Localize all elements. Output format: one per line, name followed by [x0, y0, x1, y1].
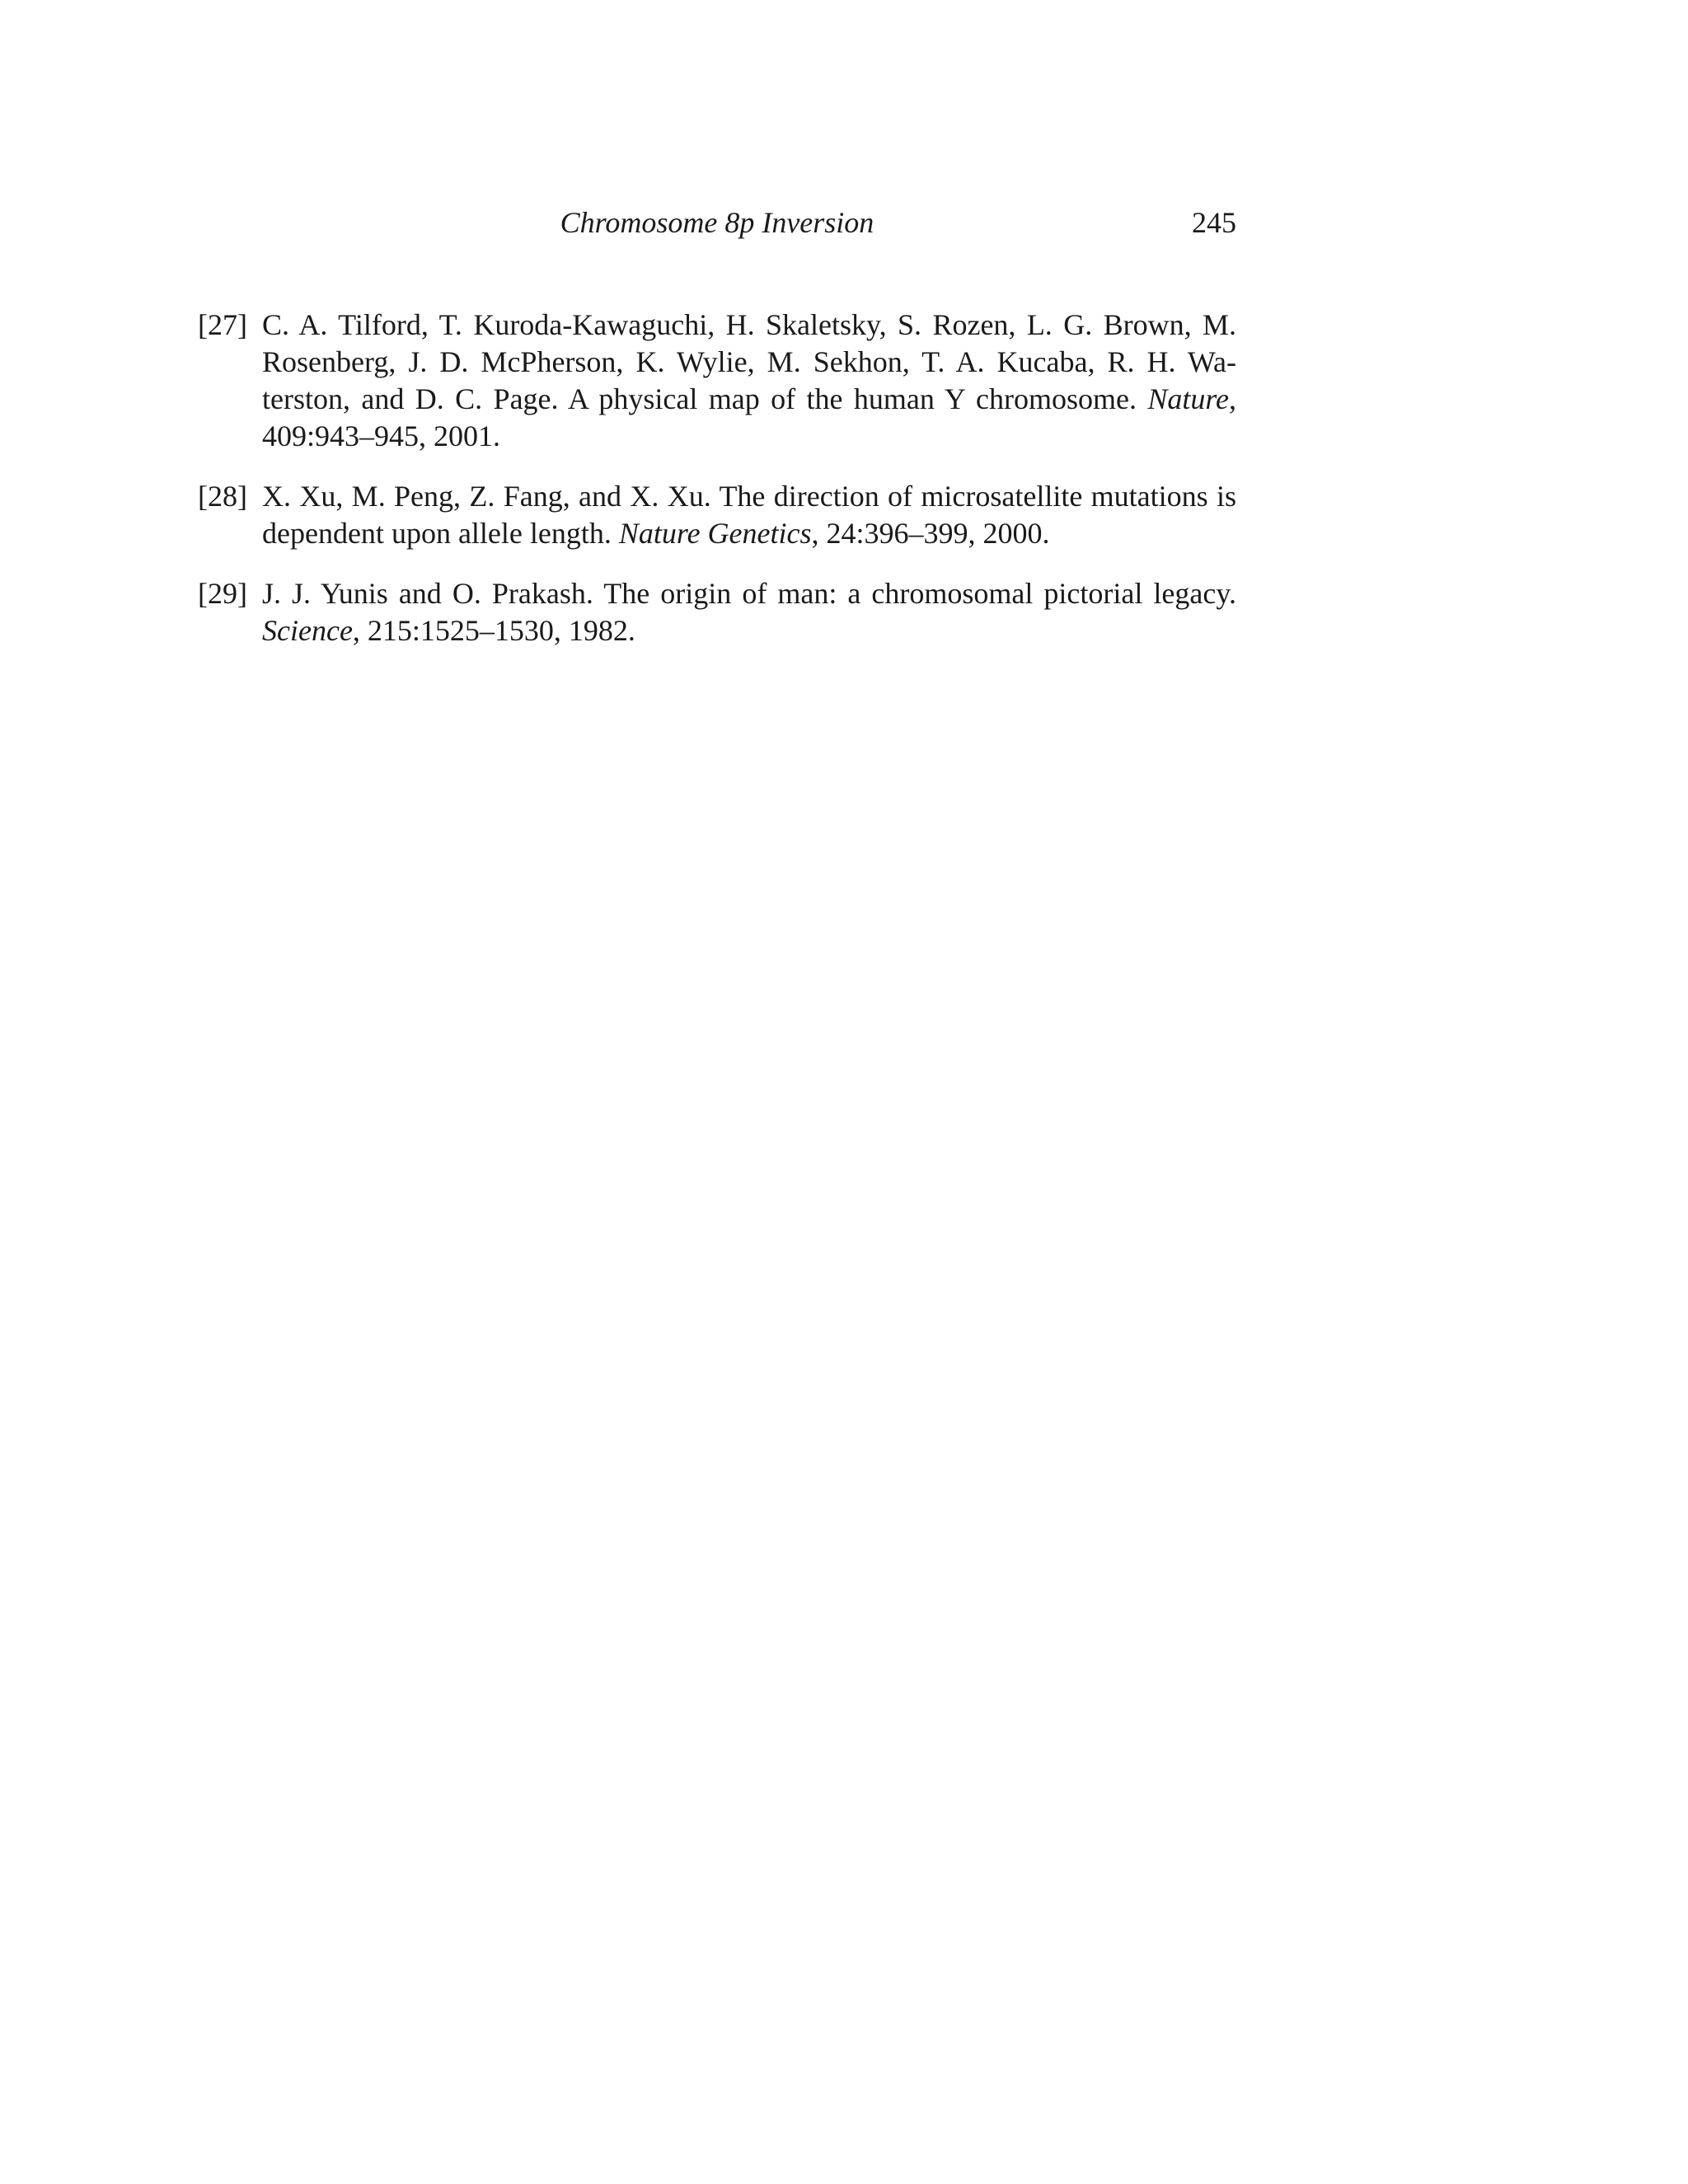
- reference-details: , 24:396–399, 2000.: [811, 517, 1050, 550]
- reference-journal: Nature Genetics: [618, 517, 812, 550]
- reference-title: A physical map of the human Y chromosome.: [567, 382, 1137, 415]
- document-page: [198, 0, 1236, 2184]
- reference-label: [27]: [198, 308, 247, 341]
- reference-item: [198, 575, 1236, 649]
- reference-label: [29]: [198, 577, 247, 610]
- reference-label: [28]: [198, 480, 247, 513]
- reference-details: , 215:1525–1530, 1982.: [352, 614, 635, 647]
- reference-journal: Nature: [1147, 382, 1230, 415]
- reference-item: [198, 307, 1236, 455]
- reference-authors: X. Xu, M. Peng, Z. Fang, and X. Xu.: [262, 480, 711, 513]
- reference-list: [198, 307, 1236, 673]
- reference-item: [198, 478, 1236, 552]
- reference-title: The origin of man: a chromosomal pictorial legacy.: [603, 577, 1236, 610]
- reference-details: , 409:943–945, 2001.: [262, 382, 1237, 452]
- reference-title: The direction of microsatellite mutations is dependent upon allele length.: [262, 480, 1236, 550]
- running-header: [198, 198, 1236, 247]
- reference-authors: J. J. Yunis and O. Prakash.: [262, 577, 593, 610]
- reference-authors: C. A. Tilford, T. Kuroda-Kawaguchi, H. Skaletsky, S. Rozen, L. G. Brown, M. Rosenberg, J. D. McPherson, K. Wylie, M. Sekhon, T. A. Kucaba, R. H. Wa-terston, and D. C. Page.: [262, 308, 1236, 415]
- reference-journal: Science: [262, 614, 353, 647]
- running-title: Chromosome 8p Inversion: [560, 206, 874, 239]
- page-number: 245: [1192, 206, 1236, 239]
